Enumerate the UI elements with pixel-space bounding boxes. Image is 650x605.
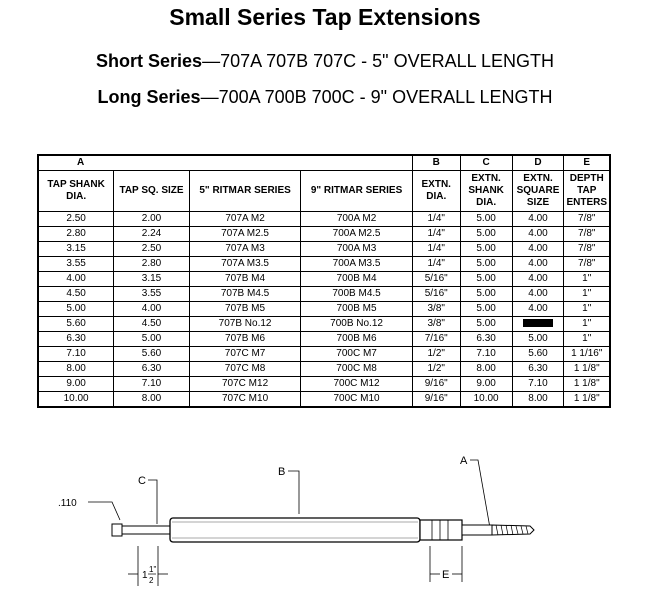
table-row xyxy=(38,347,610,362)
table-cell: 8.00 xyxy=(38,362,114,377)
dim-110-leader xyxy=(88,502,120,520)
table-cell: 1" xyxy=(564,302,610,317)
table-cell: 5/16" xyxy=(412,272,460,287)
group-header-a: A xyxy=(38,155,412,171)
table-row xyxy=(38,377,610,392)
table-cell: 707B M6 xyxy=(189,332,300,347)
table-row xyxy=(38,287,610,302)
table-cell: 700C M10 xyxy=(301,392,412,408)
table-row xyxy=(38,392,610,408)
table-cell: 7.10 xyxy=(114,377,190,392)
table-cell: 2.00 xyxy=(114,212,190,227)
table-cell: 2.24 xyxy=(114,227,190,242)
shank xyxy=(122,526,170,534)
table-cell: 1/2" xyxy=(412,362,460,377)
table-cell: 1" xyxy=(564,272,610,287)
spec-table xyxy=(37,154,611,408)
label-b-leader xyxy=(288,471,299,514)
table-cell: 5.60 xyxy=(512,347,564,362)
long-series-line xyxy=(0,87,650,108)
table-cell: 700B M6 xyxy=(301,332,412,347)
table-row xyxy=(38,332,610,347)
table-cell: 4.00 xyxy=(38,272,114,287)
table-cell: 4.50 xyxy=(38,287,114,302)
table-cell: 700B M4 xyxy=(301,272,412,287)
table-cell: 3/8" xyxy=(412,302,460,317)
table-cell: 1/4" xyxy=(412,257,460,272)
table-cell: 1" xyxy=(564,317,610,332)
table-cell: 7/8" xyxy=(564,257,610,272)
header-9in-series: 9" RITMAR SERIES xyxy=(301,171,412,212)
header-depth-tap-enters: DEPTH TAP ENTERS xyxy=(564,171,610,212)
table-cell: 700A M2 xyxy=(301,212,412,227)
header-tap-sq-size: TAP SQ. SIZE xyxy=(114,171,190,212)
group-header-d: D xyxy=(512,155,564,171)
table-cell: 2.50 xyxy=(114,242,190,257)
table-cell: 700A M3 xyxy=(301,242,412,257)
table-cell: 3.55 xyxy=(38,257,114,272)
table-cell: 7.10 xyxy=(38,347,114,362)
table-cell: 5.00 xyxy=(460,272,512,287)
table-cell: 2.50 xyxy=(38,212,114,227)
label-c: C xyxy=(138,475,146,487)
table-cell: 707C M10 xyxy=(189,392,300,408)
table-cell: 4.00 xyxy=(512,272,564,287)
table-cell: 3.15 xyxy=(38,242,114,257)
table-cell: 707B No.12 xyxy=(189,317,300,332)
redaction-mark xyxy=(523,319,553,327)
table-cell: 4.00 xyxy=(512,242,564,257)
short-series-dash: — xyxy=(202,51,221,71)
table-cell: 707B M5 xyxy=(189,302,300,317)
long-series-text: 700A 700B 700C - 9" OVERALL LENGTH xyxy=(218,87,553,107)
table-cell: 707A M3.5 xyxy=(189,257,300,272)
short-series-text: 707A 707B 707C - 5" OVERALL LENGTH xyxy=(220,51,554,71)
table-cell: 7.10 xyxy=(512,377,564,392)
table-cell: 1" xyxy=(564,287,610,302)
table-cell: 10.00 xyxy=(38,392,114,408)
table-cell: 5.00 xyxy=(460,212,512,227)
table-cell: 707C M8 xyxy=(189,362,300,377)
table-cell: 5.00 xyxy=(460,227,512,242)
table-cell: 5.00 xyxy=(460,287,512,302)
table-cell: 7.10 xyxy=(460,347,512,362)
long-series-dash: — xyxy=(200,87,219,107)
table-cell: 700A M2.5 xyxy=(301,227,412,242)
extension-body xyxy=(170,518,420,542)
table-cell: 2.80 xyxy=(114,257,190,272)
table-cell: 10.00 xyxy=(460,392,512,408)
table-row xyxy=(38,302,610,317)
table-cell: 700B No.12 xyxy=(301,317,412,332)
table-cell: 1/4" xyxy=(412,242,460,257)
group-header-e: E xyxy=(564,155,610,171)
table-row xyxy=(38,242,610,257)
table-cell: 8.00 xyxy=(460,362,512,377)
table-cell: 7/8" xyxy=(564,227,610,242)
page-title: Small Series Tap Extensions xyxy=(169,4,481,30)
table-cell: 5.00 xyxy=(460,302,512,317)
tap-extension-diagram xyxy=(60,446,620,598)
label-c-leader xyxy=(148,480,157,524)
table-cell: 1" xyxy=(564,332,610,347)
table-cell: 5/16" xyxy=(412,287,460,302)
long-series-label: Long Series xyxy=(97,87,201,107)
table-cell: 707A M2 xyxy=(189,212,300,227)
dim-half-denominator: 2 xyxy=(149,576,154,585)
table-cell: 4.00 xyxy=(512,212,564,227)
table-cell: 3.55 xyxy=(114,287,190,302)
table-cell: 5.60 xyxy=(114,347,190,362)
table-cell: 707B M4.5 xyxy=(189,287,300,302)
table-cell: 9/16" xyxy=(412,377,460,392)
table-cell: 2.80 xyxy=(38,227,114,242)
table-cell: 700B M4.5 xyxy=(301,287,412,302)
header-5in-series: 5" RITMAR SERIES xyxy=(189,171,300,212)
table-cell: 707A M3 xyxy=(189,242,300,257)
table-cell: 1/2" xyxy=(412,347,460,362)
table-row xyxy=(38,212,610,227)
table-cell: 1/4" xyxy=(412,212,460,227)
table-cell: 8.00 xyxy=(512,392,564,408)
column-header-row xyxy=(38,171,610,212)
table-cell: 8.00 xyxy=(114,392,190,408)
header-extn-shank-dia: EXTN. SHANK DIA. xyxy=(460,171,512,212)
table-cell: 5.60 xyxy=(38,317,114,332)
table-cell: 4.00 xyxy=(512,257,564,272)
table-cell: 9.00 xyxy=(38,377,114,392)
table-cell: 5.00 xyxy=(114,332,190,347)
table-cell: 707A M2.5 xyxy=(189,227,300,242)
shank-end xyxy=(112,524,122,536)
table-cell: 4.00 xyxy=(512,302,564,317)
table-cell: 6.30 xyxy=(114,362,190,377)
label-a: A xyxy=(460,455,468,467)
table-cell: 7/16" xyxy=(412,332,460,347)
table-cell: 707B M4 xyxy=(189,272,300,287)
table-cell: 9.00 xyxy=(460,377,512,392)
table-cell: 5.00 xyxy=(512,332,564,347)
table-cell: 4.00 xyxy=(114,302,190,317)
table-cell: 700C M7 xyxy=(301,347,412,362)
dim-110-label: .110 xyxy=(58,498,77,509)
table-cell: 6.30 xyxy=(460,332,512,347)
header-extn-dia: EXTN. DIA. xyxy=(412,171,460,212)
table-cell: 5.00 xyxy=(460,257,512,272)
header-tap-shank-dia: TAP SHANK DIA. xyxy=(38,171,114,212)
table-cell: 5.00 xyxy=(460,242,512,257)
table-cell: 7/8" xyxy=(564,242,610,257)
table-cell: 6.30 xyxy=(38,332,114,347)
dim-half-whole: 1 xyxy=(142,570,148,581)
table-cell: 1 1/8" xyxy=(564,392,610,408)
table-cell: 707C M7 xyxy=(189,347,300,362)
table-cell: 700C M8 xyxy=(301,362,412,377)
label-a-leader xyxy=(470,460,490,528)
tap-shank xyxy=(462,525,492,535)
table-cell: 5.00 xyxy=(460,317,512,332)
table-cell: 9/16" xyxy=(412,392,460,408)
label-b: B xyxy=(278,466,286,478)
table-row xyxy=(38,257,610,272)
table-row xyxy=(38,272,610,287)
label-e: E xyxy=(442,569,450,581)
table-row xyxy=(38,227,610,242)
group-header-row xyxy=(38,155,610,171)
table-cell: 4.00 xyxy=(512,287,564,302)
table-cell: 4.50 xyxy=(114,317,190,332)
dim-half-numerator: 1" xyxy=(149,565,157,574)
table-cell: 700C M12 xyxy=(301,377,412,392)
table-cell: 4.00 xyxy=(512,227,564,242)
short-series-line xyxy=(0,51,650,72)
header-extn-square-size: EXTN. SQUARE SIZE xyxy=(512,171,564,212)
table-cell: 7/8" xyxy=(564,212,610,227)
table-cell: 5.00 xyxy=(38,302,114,317)
table-cell: 700B M5 xyxy=(301,302,412,317)
table-cell: 707C M12 xyxy=(189,377,300,392)
table-cell: 1 1/8" xyxy=(564,377,610,392)
group-header-c: C xyxy=(460,155,512,171)
table-row xyxy=(38,317,610,332)
table-cell: 6.30 xyxy=(512,362,564,377)
short-series-label: Short Series xyxy=(96,51,203,71)
table-cell: 1 1/16" xyxy=(564,347,610,362)
group-header-b: B xyxy=(412,155,460,171)
table-cell xyxy=(512,317,564,332)
table-cell: 700A M3.5 xyxy=(301,257,412,272)
table-cell: 3.15 xyxy=(114,272,190,287)
collar xyxy=(420,520,462,540)
table-row xyxy=(38,362,610,377)
table-cell: 3/8" xyxy=(412,317,460,332)
table-cell: 1 1/8" xyxy=(564,362,610,377)
table-cell: 1/4" xyxy=(412,227,460,242)
